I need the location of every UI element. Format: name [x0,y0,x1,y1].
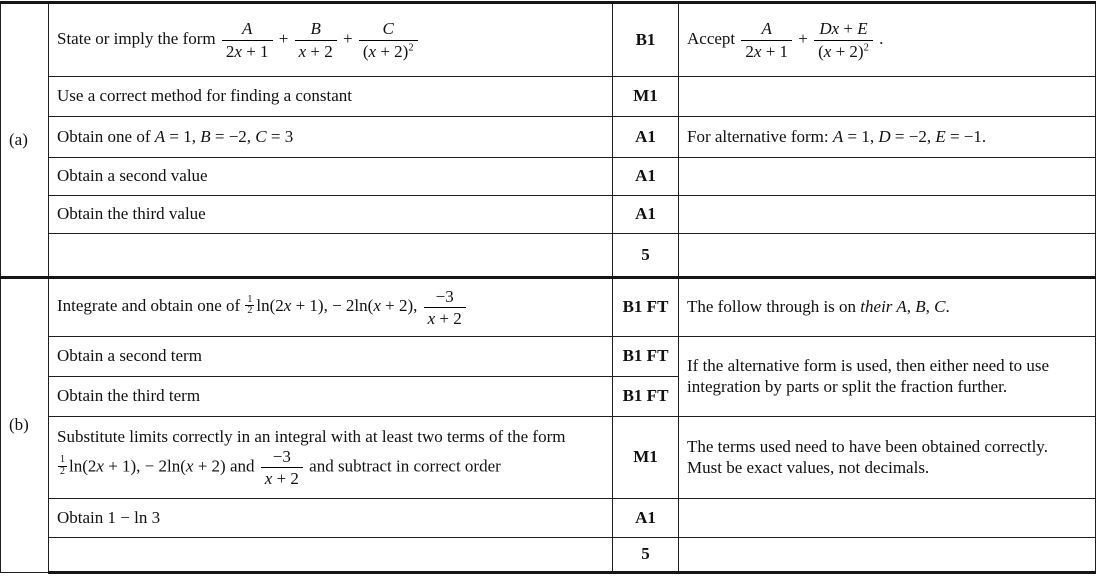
table-row [1,417,1096,499]
description-cell [49,417,613,499]
mark-code: M1 [633,86,658,106]
part-label-text: (b) [9,415,29,435]
total-mark-cell [613,234,679,278]
table-row [1,77,1096,117]
description-cell [49,538,613,573]
table-row [1,278,1096,337]
mark-code: B1 [635,29,656,49]
mark-code: B1 FT [622,386,669,406]
mark-cell [613,117,679,158]
mark-cell [613,278,679,337]
comment-formula: For alternative form: A = 1, D = −2, E = −1. [687,126,987,146]
table-row [1,3,1096,77]
mark-cell [613,158,679,196]
total-row [1,234,1096,278]
description-cell [49,278,613,337]
comment-cell [679,278,1096,337]
description-formula: Obtain one of A = 1, B = −2, C = 3 [57,126,294,146]
description-text: Use a correct method for finding a constant [57,86,353,106]
comment-line-1: The terms used need to have been obtained correctly. [687,436,1048,456]
comment-cell [679,158,1096,196]
description-text: Obtain 1 − ln 3 [57,507,161,527]
comment-cell [679,77,1096,117]
comment-text: If the alternative form is used, then either need to use integration by parts or split the fraction further. [687,355,1050,396]
mark-cell [613,3,679,77]
part-label-text: (a) [9,129,28,149]
table-row [1,117,1096,158]
description-cell [49,337,613,377]
comment-cell [679,196,1096,234]
description-line-2: $\frac{1}{2}$ ln(2x + 1), − 2ln(x + 2) and $\frac{-3}{x + 2}$ and subtract in correct order [60,447,501,489]
description-cell [49,77,613,117]
mark-cell [613,377,679,417]
description-cell [49,377,613,417]
mark-code: B1 FT [622,297,669,317]
comment-cell [679,417,1096,499]
description-cell [49,499,613,538]
table-row [1,499,1096,538]
comment-formula: Accept $\frac{A}{2x + 1}$ + $\frac{Dx + E}{(x + 2)^2}$ . [687,19,884,61]
mark-code: B1 FT [622,346,669,366]
description-line-1: Substitute limits correctly in an integral with at least two terms of the form [57,426,566,446]
part-label-b [1,278,49,573]
comment-formula: The follow through is on their A, B, C. [687,297,950,317]
total-marks: 5 [641,544,650,564]
comment-line-2: Must be exact values, not decimals. [687,457,930,477]
description-text: Obtain the third value [57,204,206,224]
table-row [1,337,1096,377]
mark-code: A1 [635,166,656,186]
mark-code: M1 [633,447,658,467]
description-text: Obtain the third term [57,386,201,406]
mark-cell [613,196,679,234]
comment-cell-merged [679,337,1096,417]
comment-cell [679,499,1096,538]
mark-cell [613,499,679,538]
total-marks: 5 [641,244,650,264]
description-cell [49,234,613,278]
mark-cell [613,77,679,117]
description-cell [49,196,613,234]
mark-cell [613,337,679,377]
comment-cell [679,538,1096,573]
description-text: Obtain a second value [57,166,208,186]
description-cell [49,3,613,77]
mark-code: A1 [635,204,656,224]
comment-cell [679,117,1096,158]
description-cell [49,158,613,196]
comment-cell [679,234,1096,278]
table-row [1,158,1096,196]
total-mark-cell [613,538,679,573]
part-label-a [1,3,49,278]
description-cell [49,117,613,158]
description-text: Obtain a second term [57,346,202,366]
mark-code: A1 [635,507,656,527]
description-formula: State or imply the form $\frac{A}{2x + 1}$ + $\frac{B}{x + 2}$ + $\frac{C}{(x + 2)^2}$ [57,29,420,48]
mark-scheme-table [0,1,1096,574]
mark-cell [613,417,679,499]
table-row [1,196,1096,234]
total-row [1,538,1096,573]
description-formula: Integrate and obtain one of $\frac{1}{2}$ ln(2x + 1), − 2ln(x + 2), $\frac{-3}{x + 2}$ [57,296,468,315]
comment-cell [679,3,1096,77]
mark-code: A1 [635,126,656,146]
